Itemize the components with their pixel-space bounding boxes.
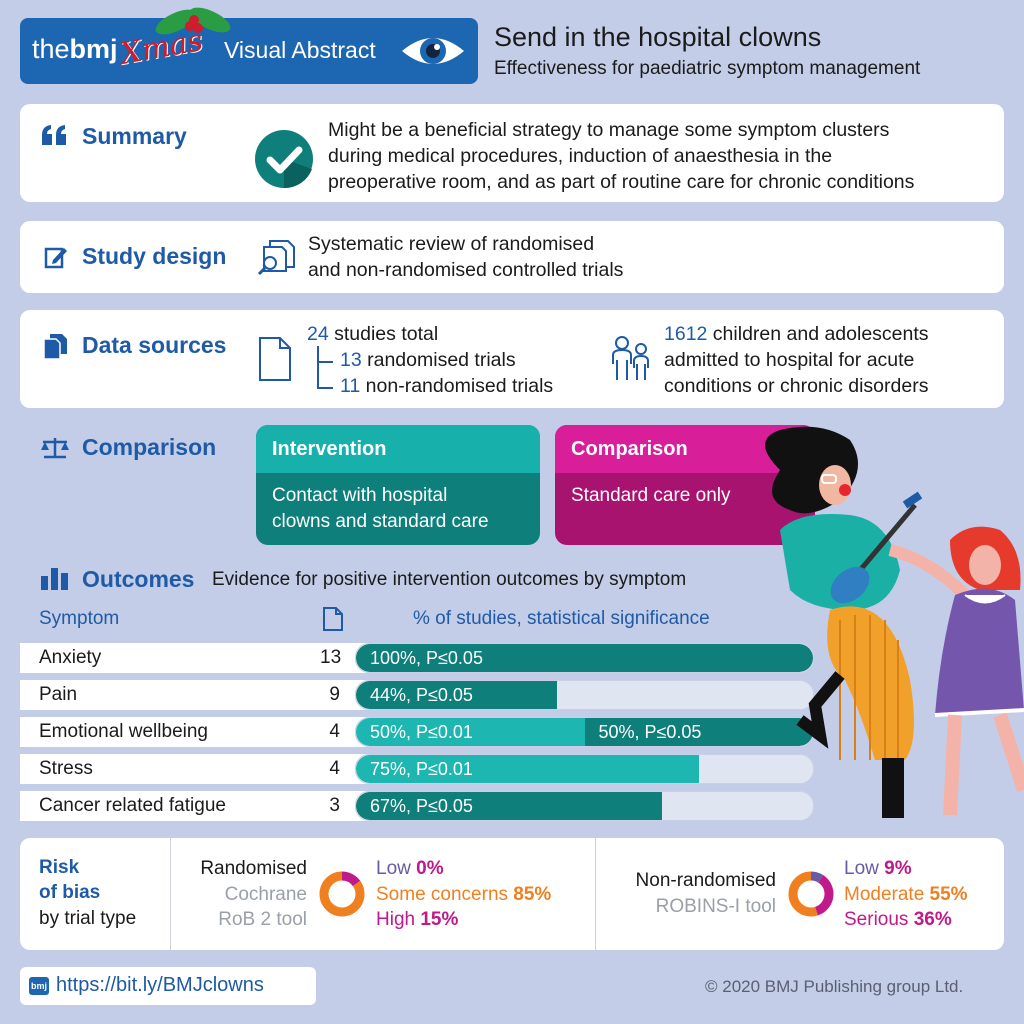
study-count: 9: [329, 684, 340, 705]
nonrandomised-low-value: 9%: [884, 858, 912, 879]
comparison-text: Standard care only: [571, 485, 731, 506]
nonrandomised-low-label: Low: [844, 858, 885, 879]
url-text[interactable]: https://bit.ly/BMJclowns: [56, 974, 264, 996]
nonrandomised-title: Non-randomised: [635, 870, 776, 891]
randomised-some-value: 85%: [513, 884, 552, 905]
summary-line-3: preoperative room, and as part of routine care for chronic conditions: [328, 171, 915, 193]
children-icon: [610, 334, 652, 384]
randomised-low: [376, 856, 444, 881]
bar-label: 75%, P≤0.01: [370, 759, 473, 779]
studies-total: [307, 321, 438, 347]
intervention-box: [256, 425, 540, 545]
document-search-icon: [256, 237, 300, 277]
non-randomised-trials-number: 11: [340, 375, 361, 397]
intervention-title: Intervention: [256, 425, 540, 473]
symptom-label: Stress: [39, 758, 93, 779]
brand-the: the: [32, 34, 70, 64]
study-count-icon: [322, 606, 344, 632]
nonrandomised-tool: ROBINS-I tool: [655, 896, 776, 917]
page-subtitle: Effectiveness for paediatric symptom management: [494, 58, 921, 79]
symptom-label: Anxiety: [39, 647, 102, 668]
documents-icon: [42, 332, 68, 360]
risk-of-bias-card: [20, 838, 1004, 950]
randomised-low-label: Low: [376, 858, 417, 879]
rob-label-1: Risk: [39, 857, 80, 878]
study-count: 3: [329, 795, 340, 816]
randomised-donut: [317, 869, 367, 919]
nonrandomised-low: [844, 856, 912, 881]
studies-total-number: 24: [307, 323, 329, 345]
nonrandomised-moderate: [844, 882, 968, 907]
children-count-number: 1612: [664, 323, 708, 345]
symptom-label: Cancer related fatigue: [39, 795, 226, 816]
study-design-line-1: Systematic review of randomised: [308, 233, 595, 255]
intervention-line-2: clowns and standard care: [272, 511, 489, 532]
study-count: 4: [329, 721, 340, 742]
scales-icon: [40, 436, 70, 460]
bar-label: 44%, P≤0.05: [370, 685, 473, 705]
eye-icon: [398, 31, 468, 71]
study-design-label: Study design: [82, 243, 227, 269]
tree-connector: [315, 346, 335, 398]
page-title: Send in the hospital clowns: [494, 22, 822, 52]
symptom-label: Pain: [39, 684, 78, 705]
nonrandomised-moderate-value: 55%: [929, 884, 968, 905]
data-sources-card: [20, 310, 1004, 408]
bmj-badge-icon: bmj: [29, 977, 49, 995]
study-count: 4: [329, 758, 340, 779]
rob-label-3: by trial type: [39, 908, 137, 929]
nonrandomised-serious-value: 36%: [913, 909, 952, 930]
bar-chart-icon: [40, 566, 70, 590]
bar-segment: [356, 755, 699, 783]
summary-line-1: Might be a beneficial strategy to manage some symptom clusters: [328, 119, 890, 141]
bar-segment: [356, 792, 662, 820]
pencil-icon: [44, 245, 68, 269]
nonrandomised-donut: [786, 869, 836, 919]
copyright: © 2020 BMJ Publishing group Ltd.: [705, 977, 964, 996]
clowns-illustration: [740, 420, 1024, 825]
checkmark-icon: [254, 129, 314, 189]
summary-line-2: during medical procedures, induction of anaesthesia in the: [328, 145, 833, 167]
study-design-line-2: and non-randomised controlled trials: [308, 259, 624, 281]
randomised-high-value: 15%: [420, 909, 459, 930]
comparison-title: Comparison: [555, 425, 815, 473]
quote-icon: [40, 123, 70, 147]
nonrandomised-moderate-label: Moderate: [844, 884, 930, 905]
study-design-card: [20, 221, 1004, 293]
bmj-visual-abstract-logo: [20, 18, 478, 84]
bar-segment: [356, 681, 557, 709]
intervention-line-1: Contact with hospital: [272, 485, 448, 506]
document-icon: [258, 336, 292, 382]
randomised-tool-2: RoB 2 tool: [218, 909, 307, 930]
bar-segment: [356, 718, 585, 746]
summary-label: Summary: [82, 123, 187, 149]
randomised-some-label: Some concerns: [376, 884, 514, 905]
outcomes-label: Outcomes: [82, 566, 195, 592]
brand-bmj: bmj: [69, 34, 118, 64]
url-link[interactable]: [20, 967, 316, 1005]
nonrandomised-serious: [844, 907, 952, 932]
bar-label: 50%, P≤0.05: [598, 722, 702, 742]
symptom-label: Emotional wellbeing: [39, 721, 208, 742]
nonrandomised-serious-label: Serious: [844, 909, 914, 930]
studies-total-text: studies total: [328, 323, 439, 345]
randomised-high: [376, 907, 458, 932]
summary-card: [20, 104, 1004, 202]
randomised-title: Randomised: [200, 858, 307, 879]
brand-visual-abstract: Visual Abstract: [224, 37, 376, 63]
bar-label: 67%, P≤0.05: [370, 796, 473, 816]
randomised-high-label: High: [376, 909, 421, 930]
children-line-3: conditions or chronic disorders: [664, 375, 929, 397]
divider: [170, 838, 171, 950]
children-line-2: admitted to hospital for acute: [664, 349, 915, 371]
data-sources-label: Data sources: [82, 332, 227, 358]
non-randomised-trials-text: non-randomised trials: [360, 375, 554, 397]
study-count: 13: [320, 647, 342, 668]
divider: [595, 838, 596, 950]
column-header-percent: % of studies, statistical significance: [413, 608, 710, 629]
column-header-symptom: Symptom: [39, 608, 120, 629]
randomised-some-concerns: [376, 882, 551, 907]
randomised-trials-text: randomised trials: [361, 349, 516, 371]
children-count-text: children and adolescents: [707, 323, 929, 345]
children-count: [664, 321, 929, 347]
bar-label: 100%, P≤0.05: [370, 648, 483, 668]
bar-label: 50%, P≤0.01: [370, 722, 473, 742]
brand-xmas: Xmas: [117, 23, 206, 72]
randomised-trials: [340, 347, 516, 373]
rob-label-2: of bias: [39, 882, 101, 903]
randomised-tool-1: Cochrane: [224, 884, 307, 905]
outcomes-subtitle: Evidence for positive intervention outcomes by symptom: [212, 569, 687, 590]
randomised-low-value: 0%: [416, 858, 444, 879]
randomised-trials-number: 13: [340, 349, 362, 371]
comparison-label: Comparison: [82, 434, 217, 460]
non-randomised-trials: [340, 373, 553, 399]
